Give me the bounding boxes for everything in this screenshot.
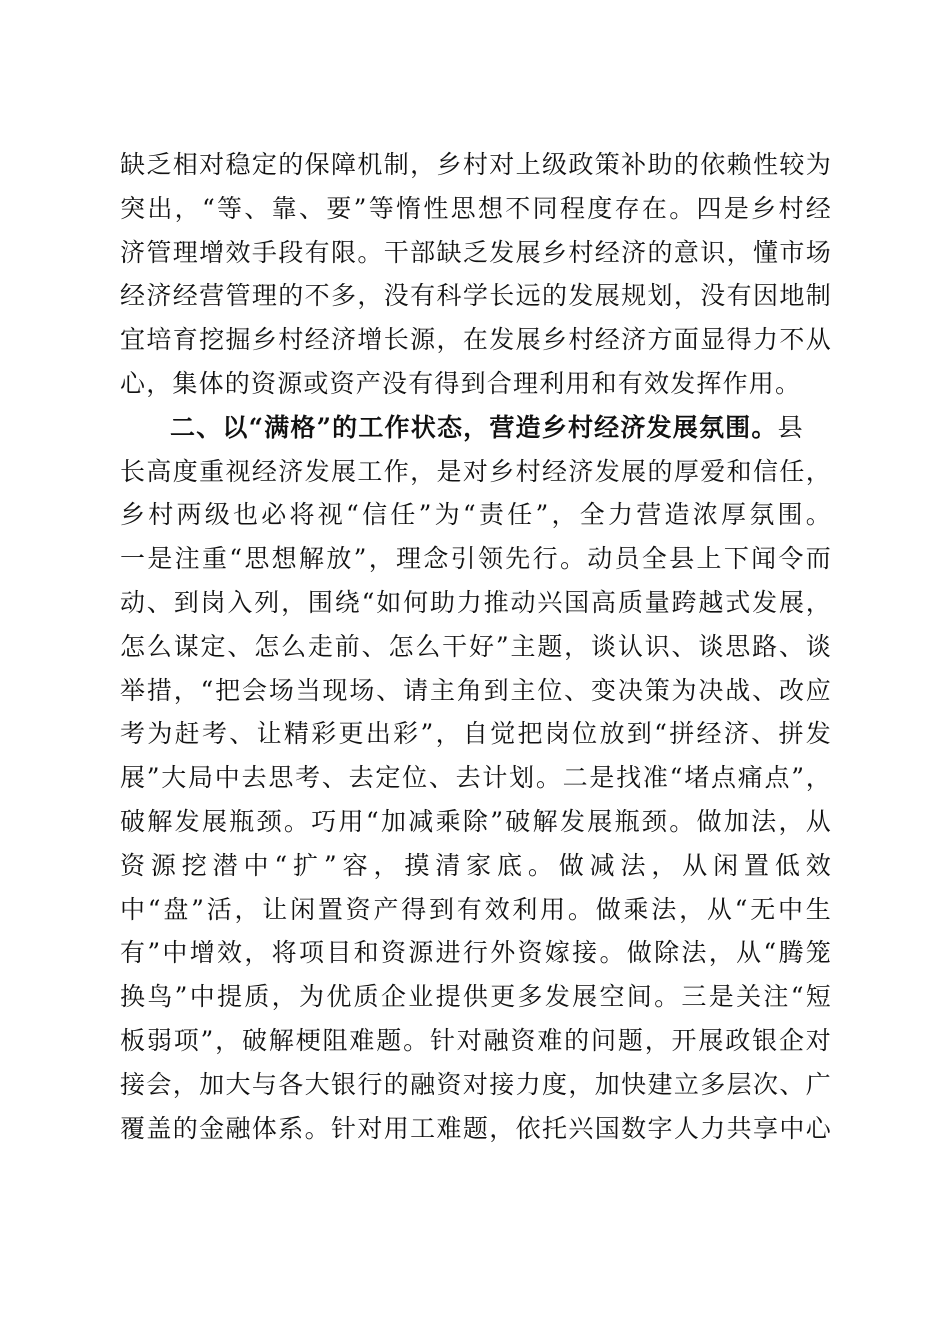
- text-line: 动、到岗入列，围绕“如何助力推动兴国高质量跨越式发展，: [120, 587, 832, 617]
- text-line: 考为赶考、让精彩更出彩”，自觉把岗位放到“拼经济、拼发: [120, 719, 832, 749]
- text-line: 长高度重视经济发展工作，是对乡村经济发展的厚爱和信任，: [120, 456, 832, 486]
- text-line: 换鸟”中提质，为优质企业提供更多发展空间。三是关注“短: [120, 982, 832, 1012]
- text-line: 缺乏相对稳定的保障机制，乡村对上级政策补助的依赖性较为: [120, 150, 832, 179]
- text-line: 接会，加大与各大银行的融资对接力度，加快建立多层次、广: [120, 1069, 832, 1099]
- text-line: 板弱项”，破解梗阻难题。针对融资难的问题，开展政银企对: [120, 1025, 832, 1055]
- section-heading: 二、以“满格”的工作状态，营造乡村经济发展氛围。: [170, 412, 778, 442]
- text-line: 覆盖的金融体系。针对用工难题，依托兴国数字人力共享中心: [120, 1113, 832, 1143]
- text-line: 一是注重“思想解放”，理念引领先行。动员全县上下闻令而: [120, 544, 832, 574]
- section-heading-line: [120, 406, 832, 450]
- text-line: 怎么谋定、怎么走前、怎么干好”主题，谈认识、谈思路、谈: [120, 631, 832, 661]
- text-line: 宜培育挖掘乡村经济增长源，在发展乡村经济方面显得力不从: [120, 325, 832, 355]
- text-line: 济管理增效手段有限。干部缺乏发展乡村经济的意识，懂市场: [120, 237, 832, 267]
- text-line: 破解发展瓶颈。巧用“加减乘除”破解发展瓶颈。做加法，从: [120, 806, 832, 836]
- text-line: 中“盘”活，让闲置资产得到有效利用。做乘法，从“无中生: [120, 894, 832, 924]
- text-line: 举措，“把会场当现场、请主角到主位、变决策为决战、改应: [120, 675, 832, 705]
- text-line: 突出，“等、靠、要”等惰性思想不同程度存在。四是乡村经: [120, 193, 832, 223]
- text-line: 有”中增效，将项目和资源进行外资嫁接。做除法，从“腾笼: [120, 938, 832, 968]
- document-page: [120, 143, 832, 1150]
- heading-line-rest: 县: [777, 412, 804, 442]
- text-line: 展”大局中去思考、去定位、去计划。二是找准“堵点痛点”，: [120, 763, 832, 793]
- text-line: 经济经营管理的不多，没有科学长远的发展规划，没有因地制: [120, 281, 832, 311]
- text-line: 乡村两级也必将视“信任”为“责任”，全力营造浓厚氛围。: [120, 500, 832, 530]
- text-line: 资源挖潜中“扩”容，摸清家底。做减法，从闲置低效: [120, 850, 832, 880]
- text-line: 心，集体的资源或资产没有得到合理利用和有效发挥作用。: [120, 368, 802, 398]
